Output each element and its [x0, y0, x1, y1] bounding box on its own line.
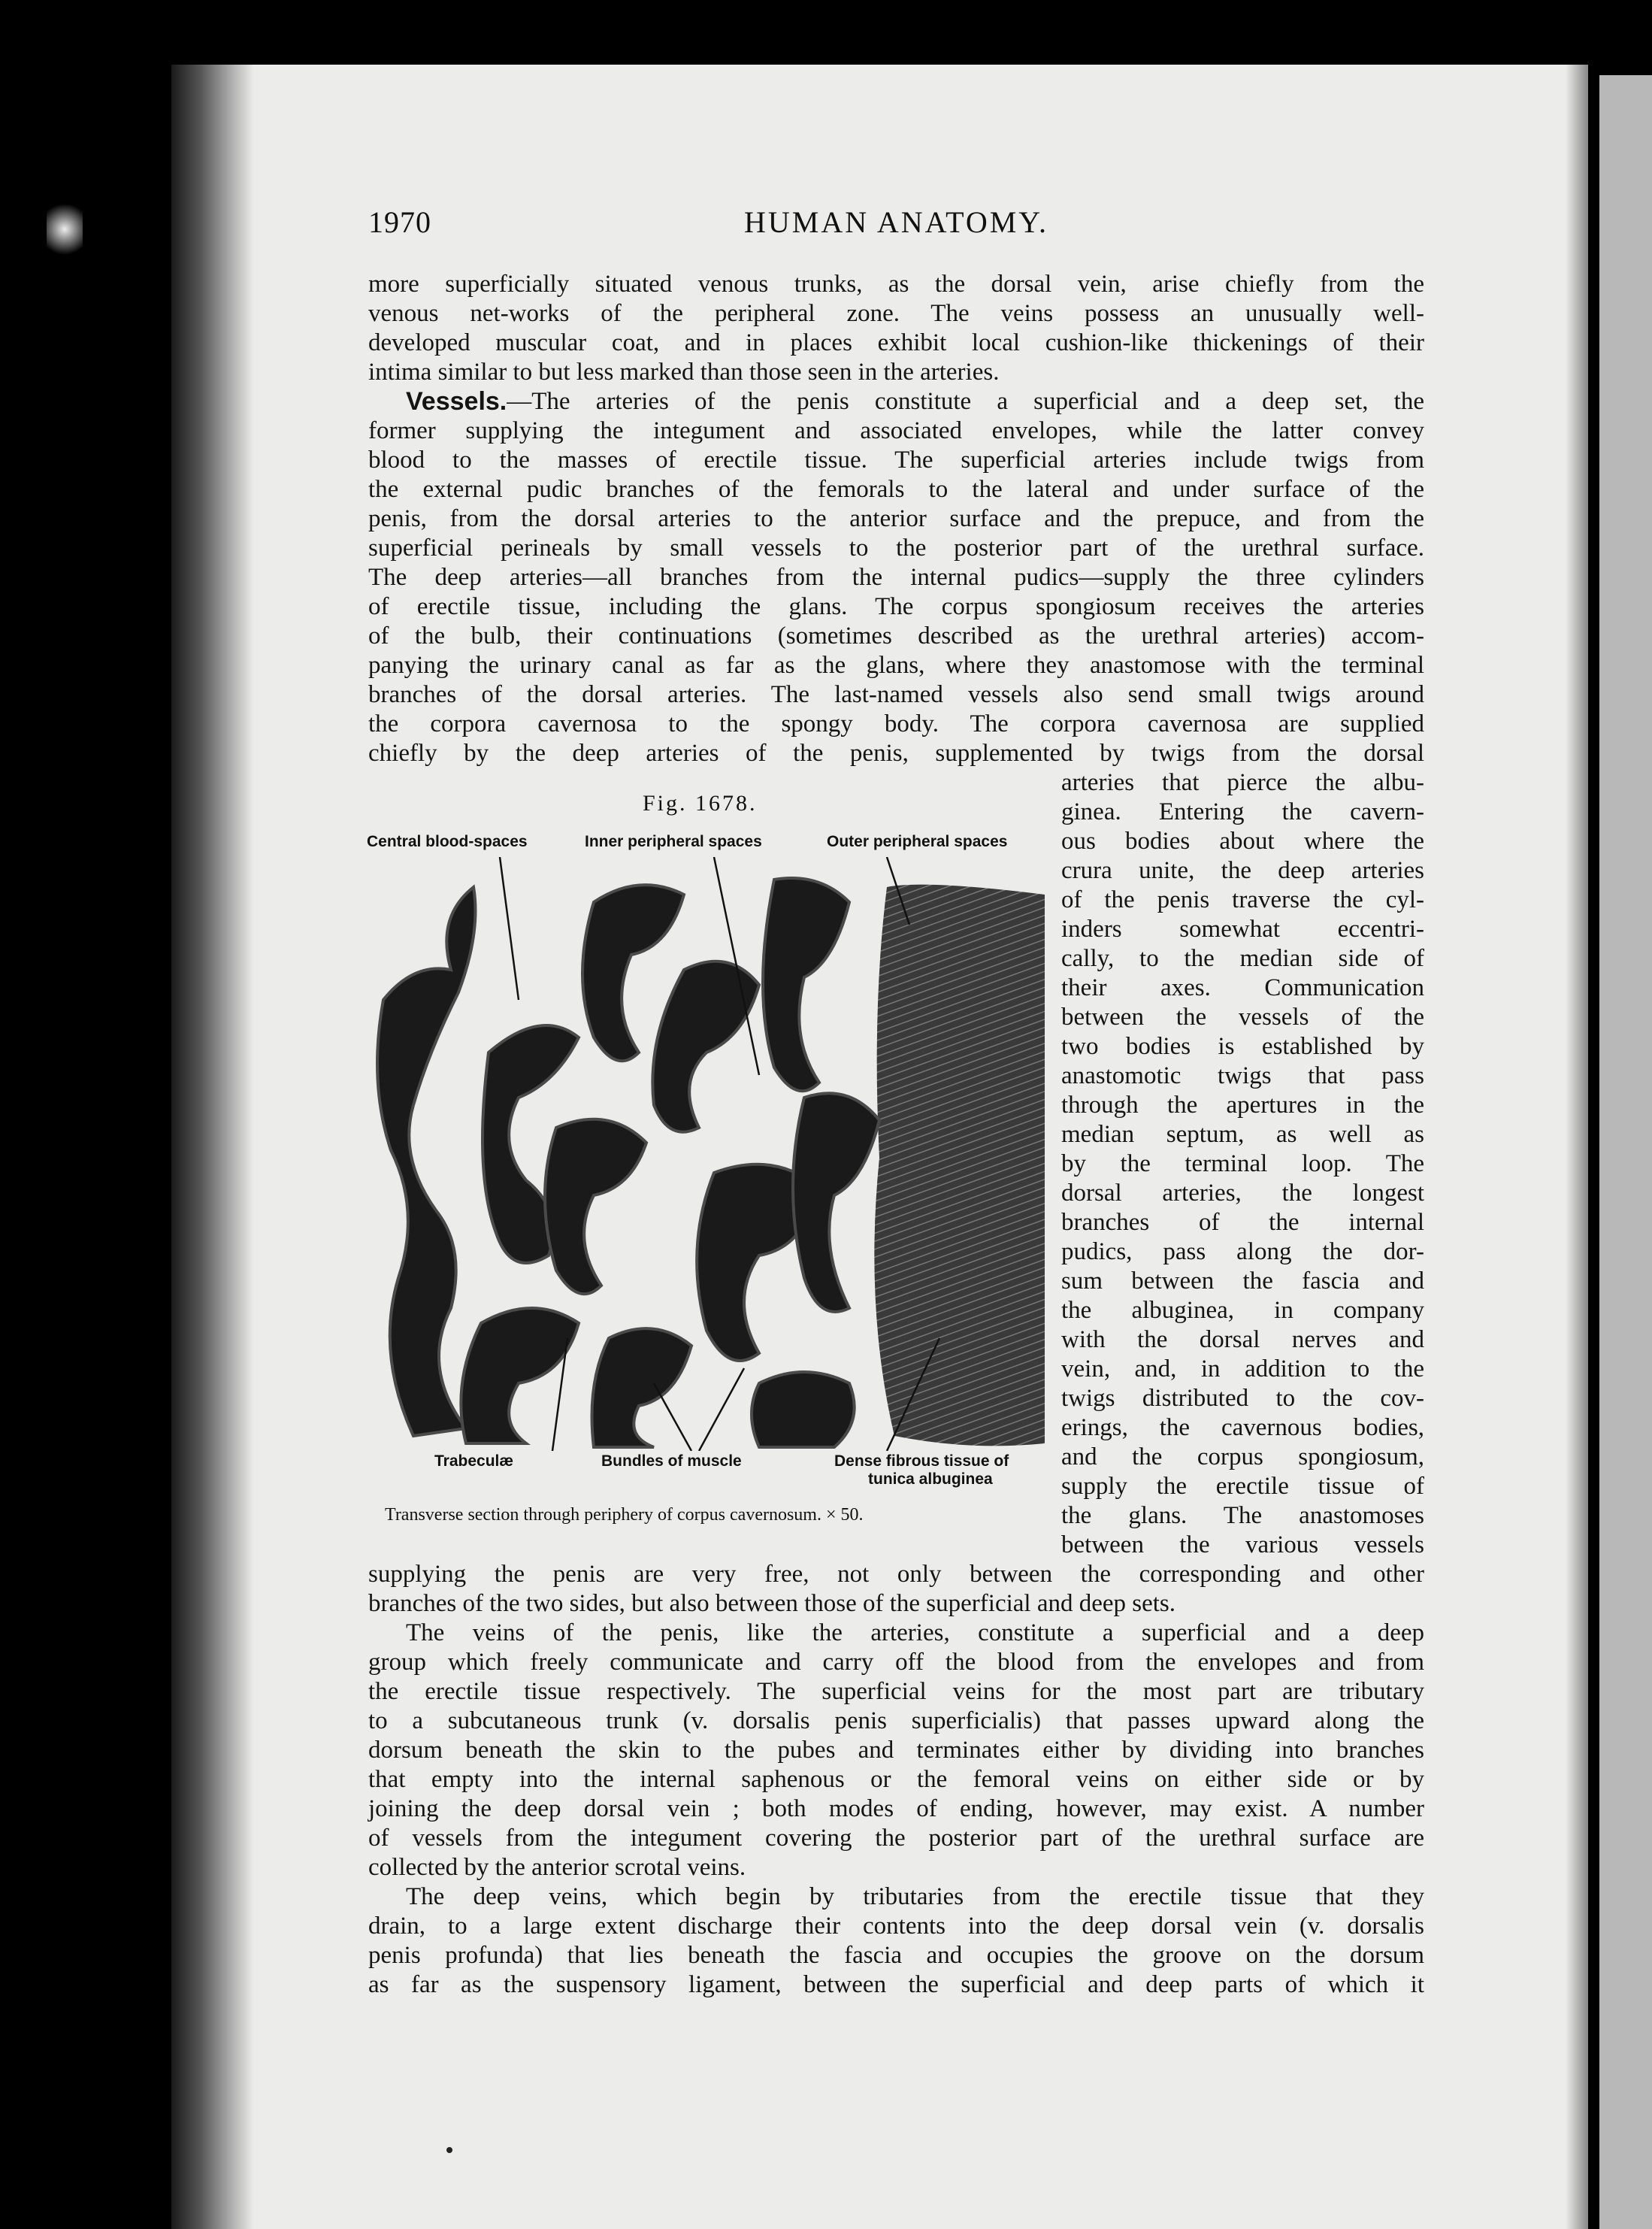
text-line: the external pudic branches of the femorals to the lateral and under surface of the: [368, 476, 1424, 503]
text-line: the albuginea, in company: [1061, 1297, 1424, 1324]
trabeculae-network: [377, 878, 879, 1447]
text-line: collected by the anterior scrotal veins.: [368, 1854, 746, 1881]
text-line: panying the urinary canal as far as the glans, where they anastomose with the terminal: [368, 652, 1424, 679]
text-line: through the apertures in the: [1061, 1092, 1424, 1119]
text-line: that empty into the internal saphenous or the femoral veins on either side or by: [368, 1766, 1424, 1793]
label-dense-fibrous-tissue: Dense fibrous tissue of: [834, 1452, 1009, 1470]
text-line: ginea. Entering the cavern-: [1061, 798, 1424, 825]
text-line: superficial perineals by small vessels to the posterior part of the urethral surface.: [368, 535, 1424, 562]
adjacent-page-strip: [1599, 75, 1652, 2229]
label-outer-peripheral-spaces: Outer peripheral spaces: [827, 833, 1008, 850]
tunica-albuginea-region: [874, 885, 1045, 1446]
text-line: more superficially situated venous trunks, as the dorsal vein, arise chiefly from the: [368, 271, 1424, 298]
text-line: supply the erectile tissue of: [1061, 1473, 1424, 1500]
text-line: with the dorsal nerves and: [1061, 1326, 1424, 1353]
text-line: between the various vessels: [1061, 1531, 1424, 1558]
text-line: former supplying the integument and associated envelopes, while the latter convey: [368, 417, 1424, 444]
text-line: joining the deep dorsal vein ; both modes of ending, however, may exist. A number: [368, 1795, 1424, 1822]
text-line: pudics, pass along the dor-: [1061, 1238, 1424, 1265]
text-line: supplying the penis are very free, not only between the corresponding and other: [368, 1561, 1424, 1588]
text-line: The deep veins, which begin by tributaries from the erectile tissue that they: [406, 1883, 1424, 1910]
label-bundles-of-muscle: Bundles of muscle: [601, 1452, 742, 1470]
text-line: cally, to the median side of: [1061, 945, 1424, 972]
text-line: crura unite, the deep arteries: [1061, 857, 1424, 884]
text-line: median septum, as well as: [1061, 1121, 1424, 1148]
histology-illustration: [368, 857, 1045, 1451]
text-line: the erectile tissue respectively. The superficial veins for the most part are tributary: [368, 1678, 1424, 1705]
figure-title: Fig. 1678.: [643, 791, 758, 816]
text-line: of the bulb, their continuations (sometimes described as the urethral arteries) accom-: [368, 622, 1424, 650]
text-line: dorsum beneath the skin to the pubes and terminates either by dividing into branches: [368, 1737, 1424, 1764]
text-line: to a subcutaneous trunk (v. dorsalis penis superficialis) that passes upward along the: [368, 1707, 1424, 1734]
text-line: penis profunda) that lies beneath the fascia and occupies the groove on the dorsum: [368, 1942, 1424, 1969]
text-line: branches of the two sides, but also between those of the superficial and deep sets.: [368, 1590, 1176, 1617]
section-heading-vessels: Vessels.: [406, 387, 507, 416]
text-line: chiefly by the deep arteries of the penis, supplemented by twigs from the dorsal: [368, 740, 1424, 767]
text-line: two bodies is established by: [1061, 1033, 1424, 1060]
page-edge-shadow: [1566, 65, 1588, 2229]
text-line: arteries that pierce the albu-: [1061, 769, 1424, 796]
text-line: penis, from the dorsal arteries to the anterior surface and the prepuce, and from the: [368, 505, 1424, 532]
text-line: between the vessels of the: [1061, 1004, 1424, 1031]
text-line: branches of the dorsal arteries. The last-named vessels also send small twigs around: [368, 681, 1424, 708]
text-line: of vessels from the integument covering the posterior part of the urethral surface are: [368, 1825, 1424, 1852]
text-line: ous bodies about where the: [1061, 828, 1424, 855]
text-line: vein, and, in addition to the: [1061, 1355, 1424, 1383]
text-line: sum between the fascia and: [1061, 1267, 1424, 1295]
label-central-blood-spaces: Central blood-spaces: [367, 833, 528, 850]
text-line: of the penis traverse the cyl-: [1061, 886, 1424, 913]
text-line: by the terminal loop. The: [1061, 1150, 1424, 1177]
ink-speck: [446, 2147, 452, 2153]
text-line: drain, to a large extent discharge their contents into the deep dorsal vein (v. dorsalis: [368, 1913, 1424, 1940]
text-line: inders somewhat eccentri-: [1061, 916, 1424, 943]
text-line: twigs distributed to the cov-: [1061, 1385, 1424, 1412]
figure-caption: Transverse section through periphery of corpus cavernosum. × 50.: [385, 1505, 864, 1525]
text-line: and the corpus spongiosum,: [1061, 1443, 1424, 1470]
text-line: intima similar to but less marked than those seen in the arteries.: [368, 359, 1000, 386]
text-line: as far as the suspensory ligament, between the superficial and deep parts of which it: [368, 1971, 1424, 1998]
label-inner-peripheral-spaces: Inner peripheral spaces: [585, 833, 762, 850]
text-line: erings, the cavernous bodies,: [1061, 1414, 1424, 1441]
binding-shadow: [171, 65, 254, 2229]
text-line-fragment: —The arteries of the penis constitute a superficial and a deep set, the: [507, 388, 1424, 415]
text-line: The deep arteries—all branches from the internal pudics—supply the three cylinders: [368, 564, 1424, 591]
text-line: The veins of the penis, like the arteries, constitute a superficial and a deep: [406, 1619, 1424, 1646]
edge-stain: [47, 203, 83, 256]
text-line: developed muscular coat, and in places exhibit local cushion-like thickenings of their: [368, 329, 1424, 356]
text-line: branches of the internal: [1061, 1209, 1424, 1236]
label-trabeculae: Trabeculæ: [434, 1452, 514, 1470]
header-title: HUMAN ANATOMY.: [744, 205, 1049, 239]
text-line: dorsal arteries, the longest: [1061, 1180, 1424, 1207]
text-line: [368, 386, 1424, 416]
text-line: of erectile tissue, including the glans. The corpus spongiosum receives the arteries: [368, 593, 1424, 620]
text-line: blood to the masses of erectile tissue. The superficial arteries include twigs from: [368, 447, 1424, 474]
running-header: [368, 204, 1424, 250]
text-line: their axes. Communication: [1061, 974, 1424, 1001]
label-tunica-albuginea: tunica albuginea: [868, 1470, 993, 1488]
text-line: anastomotic twigs that pass: [1061, 1062, 1424, 1089]
text-line: group which freely communicate and carry off the blood from the envelopes and from: [368, 1649, 1424, 1676]
text-line: the glans. The anastomoses: [1061, 1502, 1424, 1529]
page-number: 1970: [368, 205, 431, 239]
text-line: the corpora cavernosa to the spongy body. The corpora cavernosa are supplied: [368, 710, 1424, 737]
text-line: venous net-works of the peripheral zone. The veins possess an unusually well-: [368, 300, 1424, 327]
